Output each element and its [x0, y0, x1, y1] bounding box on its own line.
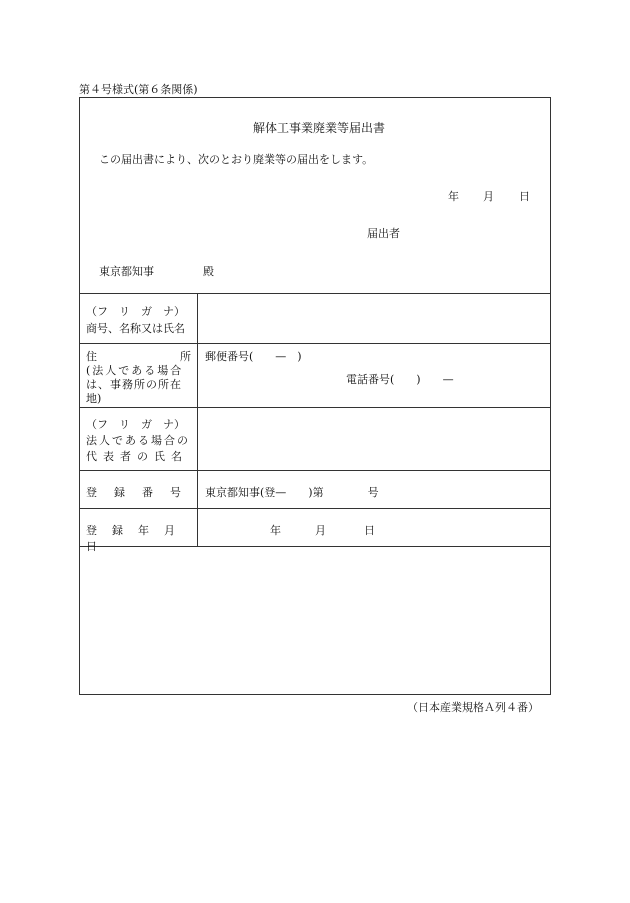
address-label-line3: は、事務所の所在 [86, 378, 182, 391]
phone-number-field[interactable]: 電話番号( ) — [346, 373, 454, 386]
date-year[interactable]: 年 [448, 190, 459, 203]
registration-date-day[interactable]: 日 [364, 524, 375, 537]
divider [80, 508, 550, 509]
remarks-area[interactable] [80, 547, 550, 694]
rep-furigana-label: （フ リ ガ ナ） [86, 418, 185, 431]
registration-date-month[interactable]: 月 [315, 524, 326, 537]
date-month[interactable]: 月 [483, 190, 494, 203]
recipient-honorific: 殿 [203, 265, 214, 278]
furigana-label: （フ リ ガ ナ） [86, 305, 185, 318]
rep-label-line3: 代表者の氏名 [86, 450, 188, 463]
form-title: 解体工事業廃業等届出書 [253, 121, 386, 135]
representative-name-field[interactable] [198, 408, 550, 469]
registration-date-label: 登 録 年 月 日 [86, 524, 190, 553]
address-label-line4: 地) [86, 392, 102, 405]
trade-name-label: 商号、名称又は氏名 [86, 322, 185, 335]
paper-size-note: （日本産業規格Ａ列４番） [407, 701, 539, 714]
form-number-label: 第４号様式(第６条関係) [79, 83, 198, 96]
notifier-label: 届出者 [367, 227, 400, 240]
notification-form [79, 97, 551, 695]
postal-code-field[interactable]: 郵便番号( — ) [205, 350, 302, 363]
registration-number-label: 登 録 番 号 [86, 486, 184, 499]
address-label-line2: (法人である場合 [86, 364, 184, 377]
registration-date-year[interactable]: 年 [270, 524, 281, 537]
rep-label-line2: 法人である場合の [86, 434, 190, 447]
intro-text: この届出書により、次のとおり廃業等の届出をします。 [99, 153, 374, 166]
recipient: 東京都知事 [99, 265, 154, 278]
registration-number-field[interactable]: 東京都知事(登— )第 号 [205, 486, 379, 499]
divider [80, 343, 550, 344]
date-day[interactable]: 日 [519, 190, 530, 203]
trade-name-field[interactable] [198, 294, 550, 342]
divider [80, 470, 550, 471]
address-label: 住 所 [86, 350, 191, 363]
